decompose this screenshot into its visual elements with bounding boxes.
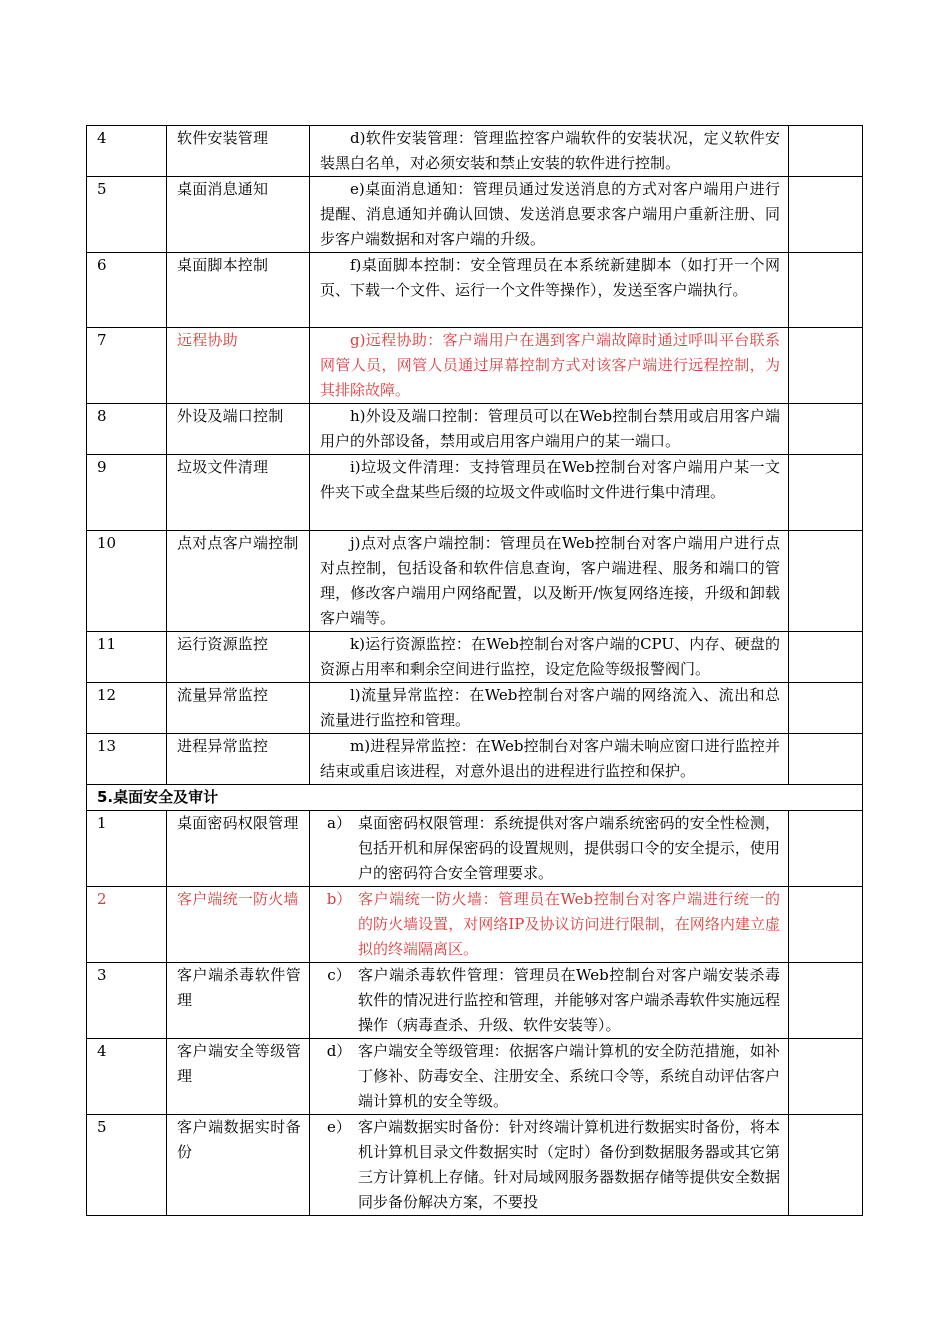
section-title: 5.桌面安全及审计 — [87, 785, 863, 811]
feature-name: 桌面脚本控制 — [167, 253, 310, 328]
list-marker: c） — [327, 966, 351, 984]
empty-cell — [789, 455, 863, 531]
empty-cell — [789, 811, 863, 887]
feature-name: 运行资源监控 — [167, 632, 310, 683]
table-row — [87, 455, 863, 531]
empty-cell — [789, 734, 863, 785]
table-row — [87, 683, 863, 734]
row-number: 9 — [87, 455, 167, 531]
list-text: 客户端统一防火墙：管理员在Web控制台对客户端进行统一的的防火墙设置，对网络IP及协议访问进行限制，在网络内建立虚拟的终端隔离区。 — [358, 890, 780, 958]
feature-description: d)软件安装管理：管理监控客户端软件的安装状况，定义软件安装黑白名单，对必须安装和禁止安装的软件进行控制。 — [310, 126, 789, 177]
row-number: 10 — [87, 531, 167, 632]
table-row — [87, 177, 863, 253]
feature-description: l)流量异常监控：在Web控制台对客户端的网络流入、流出和总流量进行监控和管理。 — [310, 683, 789, 734]
section-header-row — [87, 785, 863, 811]
row-number: 4 — [87, 126, 167, 177]
feature-description: g)远程协助：客户端用户在遇到客户端故障时通过呼叫平台联系网管人员，网管人员通过屏幕控制方式对该客户端进行远程控制，为其排除故障。 — [310, 328, 789, 404]
table-row — [87, 531, 863, 632]
empty-cell — [789, 328, 863, 404]
row-number: 6 — [87, 253, 167, 328]
list-marker: e） — [327, 1118, 351, 1136]
empty-cell — [789, 887, 863, 963]
feature-name: 桌面消息通知 — [167, 177, 310, 253]
empty-cell — [789, 632, 863, 683]
feature-name: 远程协助 — [167, 328, 310, 404]
feature-description: k)运行资源监控：在Web控制台对客户端的CPU、内存、硬盘的资源占用率和剩余空间进行监控，设定危险等级报警阀门。 — [310, 632, 789, 683]
empty-cell — [789, 404, 863, 455]
table-row — [87, 126, 863, 177]
table-row — [87, 963, 863, 1039]
feature-description: e)桌面消息通知：管理员通过发送消息的方式对客户端用户进行提醒、消息通知并确认回馈、发送消息要求客户端用户重新注册、同步客户端数据和对客户端的升级。 — [310, 177, 789, 253]
table-row — [87, 1115, 863, 1216]
empty-cell — [789, 126, 863, 177]
row-number: 2 — [87, 887, 167, 963]
feature-name: 客户端安全等级管理 — [167, 1039, 310, 1115]
table-row — [87, 811, 863, 887]
feature-description — [310, 811, 789, 887]
empty-cell — [789, 963, 863, 1039]
list-text: 桌面密码权限管理：系统提供对客户端系统密码的安全性检测，包括开机和屏保密码的设置规则，提供弱口令的安全提示，使用户的密码符合安全管理要求。 — [358, 814, 780, 882]
feature-description: h)外设及端口控制：管理员可以在Web控制台禁用或启用客户端用户的外部设备，禁用或启用客户端用户的某一端口。 — [310, 404, 789, 455]
feature-description — [310, 963, 789, 1039]
empty-cell — [789, 1039, 863, 1115]
table-row — [87, 887, 863, 963]
feature-name: 客户端数据实时备份 — [167, 1115, 310, 1216]
row-number: 4 — [87, 1039, 167, 1115]
feature-description: i)垃圾文件清理：支持管理员在Web控制台对客户端用户某一文件夹下或全盘某些后缀的垃圾文件或临时文件进行集中清理。 — [310, 455, 789, 531]
list-marker: a） — [327, 814, 351, 832]
feature-name: 进程异常监控 — [167, 734, 310, 785]
empty-cell — [789, 253, 863, 328]
feature-description — [310, 1039, 789, 1115]
list-text: 客户端安全等级管理：依据客户端计算机的安全防范措施，如补丁修补、防毒安全、注册安全、系统口令等，系统自动评估客户端计算机的安全等级。 — [358, 1042, 780, 1110]
row-number: 12 — [87, 683, 167, 734]
feature-name: 垃圾文件清理 — [167, 455, 310, 531]
feature-table — [86, 125, 863, 1216]
row-number: 3 — [87, 963, 167, 1039]
empty-cell — [789, 531, 863, 632]
list-marker: d） — [326, 1042, 352, 1060]
row-number: 1 — [87, 811, 167, 887]
feature-description — [310, 887, 789, 963]
feature-description: j)点对点客户端控制：管理员在Web控制台对客户端用户进行点对点控制，包括设备和软件信息查询，客户端进程、服务和端口的管理，修改客户端用户网络配置，以及断开/恢复网络连接，升级和卸载客户端等。 — [310, 531, 789, 632]
row-number: 5 — [87, 177, 167, 253]
empty-cell — [789, 683, 863, 734]
feature-name: 外设及端口控制 — [167, 404, 310, 455]
table-row — [87, 328, 863, 404]
table-row — [87, 734, 863, 785]
feature-name: 客户端统一防火墙 — [167, 887, 310, 963]
feature-name: 点对点客户端控制 — [167, 531, 310, 632]
empty-cell — [789, 177, 863, 253]
list-marker: b） — [326, 890, 352, 908]
row-number: 11 — [87, 632, 167, 683]
feature-name: 客户端杀毒软件管理 — [167, 963, 310, 1039]
row-number: 13 — [87, 734, 167, 785]
table-row — [87, 253, 863, 328]
list-text: 客户端数据实时备份：针对终端计算机进行数据实时备份，将本机计算机目录文件数据实时（定时）备份到数据服务器或其它第三方计算机上存储。针对局域网服务器数据存储等提供安全数据同步备份解决方案，不要投 — [358, 1118, 780, 1211]
table-row — [87, 632, 863, 683]
table-row — [87, 404, 863, 455]
feature-name: 软件安装管理 — [167, 126, 310, 177]
table-row — [87, 1039, 863, 1115]
row-number: 7 — [87, 328, 167, 404]
row-number: 5 — [87, 1115, 167, 1216]
empty-cell — [789, 1115, 863, 1216]
feature-description — [310, 1115, 789, 1216]
row-number: 8 — [87, 404, 167, 455]
list-text: 客户端杀毒软件管理：管理员在Web控制台对客户端安装杀毒软件的情况进行监控和管理，并能够对客户端杀毒软件实施远程操作（病毒查杀、升级、软件安装等）。 — [358, 966, 780, 1034]
feature-name: 流量异常监控 — [167, 683, 310, 734]
feature-description: f)桌面脚本控制：安全管理员在本系统新建脚本（如打开一个网页、下载一个文件、运行一个文件等操作），发送至客户端执行。 — [310, 253, 789, 328]
feature-description: m)进程异常监控：在Web控制台对客户端未响应窗口进行监控并结束或重启该进程，对意外退出的进程进行监控和保护。 — [310, 734, 789, 785]
feature-name: 桌面密码权限管理 — [167, 811, 310, 887]
